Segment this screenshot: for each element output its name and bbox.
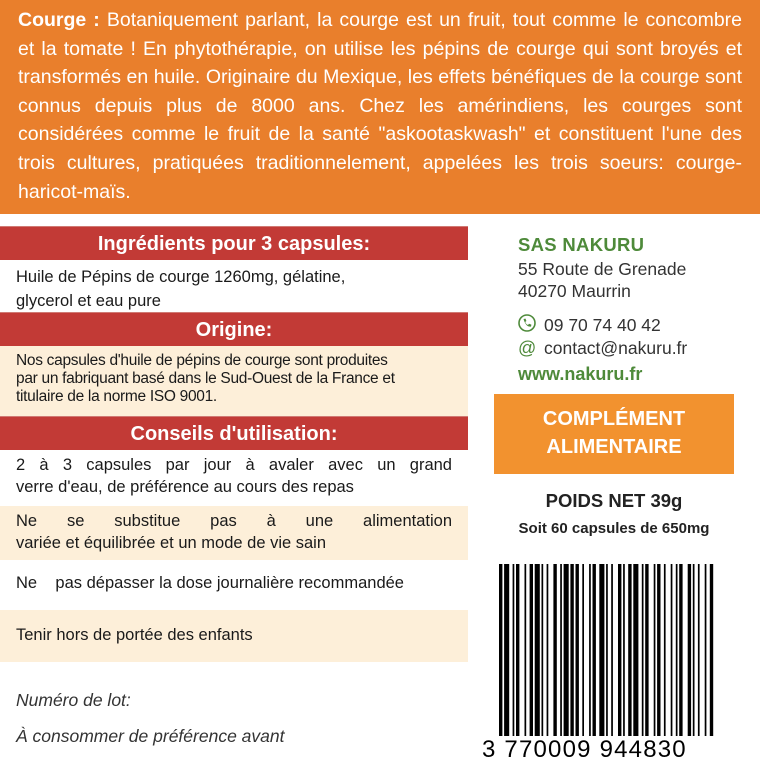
conseils-item-3: Ne pas dépasser la dose journalière recommandée bbox=[16, 574, 404, 592]
conseils-header: Conseils d'utilisation: bbox=[0, 416, 468, 450]
origine-header: Origine: bbox=[0, 312, 468, 346]
barcode-bar bbox=[611, 564, 613, 744]
complement-line-1: COMPLÉMENT bbox=[542, 408, 686, 430]
origine-content bbox=[0, 346, 468, 416]
barcode-bar bbox=[710, 564, 713, 744]
barcode-bar bbox=[671, 564, 673, 744]
ingredients-header: Ingrédients pour 3 capsules: bbox=[0, 226, 468, 260]
barcode-bar bbox=[513, 564, 515, 744]
company-name: SAS NAKURU bbox=[518, 234, 645, 255]
origine-line-1: Nos capsules d'huile de pépins de courge sont produites bbox=[16, 352, 388, 369]
barcode-bar bbox=[564, 564, 569, 744]
intro-label: Courge : bbox=[18, 9, 100, 31]
intro-paragraph bbox=[18, 6, 742, 206]
best-before-label: À consommer de préférence avant bbox=[16, 726, 285, 746]
capsule-count: Soit 60 capsules de 650mg bbox=[518, 520, 710, 537]
origine-line-2: par un fabriquant basé dans le Sud-Ouest de la France et bbox=[16, 370, 395, 387]
barcode-bar bbox=[705, 564, 707, 744]
conseils-item bbox=[0, 560, 468, 610]
barcode-bar bbox=[535, 564, 540, 744]
company-city: 40270 Maurrin bbox=[518, 281, 631, 301]
barcode-bar bbox=[547, 564, 549, 744]
phone-icon bbox=[518, 314, 540, 337]
complement-line-2: ALIMENTAIRE bbox=[546, 436, 682, 458]
barcode-bar bbox=[676, 564, 678, 744]
ingredients-line-1: Huile de Pépins de courge 1260mg, gélatine, bbox=[16, 268, 346, 286]
product-info-column bbox=[0, 226, 468, 662]
company-street: 55 Route de Grenade bbox=[518, 259, 687, 279]
barcode-bar bbox=[593, 564, 596, 744]
barcode-bar bbox=[688, 564, 691, 744]
barcode-bar bbox=[560, 564, 562, 744]
intro-text: Botaniquement parlant, la courge est un fruit, tout comme le concombre et la tomate ! En phytothérapie, on utilise les pépins de courge qui sont broyés et transformés en huile. Originaire du Mexique, les effets bénéfiques de la courge sont connus depuis plus de 8000 ans. Chez les amérindiens, les courges sont considérées comme le fruit de la santé "askootaskwash" et constituent l'une des trois cultures, pratiquées traditionnelement, appelées les trois soeurs: courge-haricot-maïs. bbox=[18, 9, 742, 203]
conseils-item-1-line-2: verre d'eau, de préférence au cours des repas bbox=[16, 478, 354, 496]
barcode-bar bbox=[525, 564, 527, 744]
barcode-bar bbox=[606, 564, 608, 744]
barcode-bar bbox=[582, 564, 584, 744]
website-link[interactable]: www.nakuru.fr bbox=[518, 364, 643, 384]
conseils-item-2-line-1: Ne se substitue pas à une alimentation bbox=[16, 512, 452, 530]
conseils-item-1-line-1: 2 à 3 capsules par jour à avaler avec un grand bbox=[16, 456, 452, 474]
barcode-digits: 3 770009 944830 bbox=[478, 736, 760, 764]
barcode-bar bbox=[530, 564, 533, 744]
conseils-item bbox=[0, 610, 468, 662]
barcode-bar bbox=[504, 564, 509, 744]
barcode-bar bbox=[633, 564, 638, 744]
barcode-bar bbox=[698, 564, 700, 744]
barcode-bar bbox=[642, 564, 644, 744]
complement-alimentaire-badge bbox=[494, 394, 734, 474]
barcode-bar bbox=[576, 564, 579, 744]
origine-line-3: titulaire de la norme ISO 9001. bbox=[16, 388, 217, 405]
barcode-bar bbox=[553, 564, 556, 744]
barcode-bar bbox=[516, 564, 519, 744]
conseils-item-2-line-2: variée et équilibrée et un mode de vie sain bbox=[16, 534, 327, 552]
phone-row bbox=[518, 314, 661, 337]
barcode-bar bbox=[654, 564, 656, 744]
conseils-item-4: Tenir hors de portée des enfants bbox=[16, 626, 253, 644]
barcode-bar bbox=[623, 564, 625, 744]
barcode-bar bbox=[499, 564, 502, 744]
barcode-bar bbox=[570, 564, 573, 744]
barcode-icon bbox=[499, 564, 755, 744]
barcode-bar bbox=[599, 564, 604, 744]
lot-number-label: Numéro de lot: bbox=[16, 690, 131, 710]
barcode-bar bbox=[657, 564, 660, 744]
barcode-bar bbox=[664, 564, 666, 744]
conseils-item bbox=[0, 450, 468, 506]
net-weight: POIDS NET 39g bbox=[545, 490, 683, 511]
conseils-item bbox=[0, 506, 468, 560]
phone-number[interactable]: 09 70 74 40 42 bbox=[544, 315, 661, 335]
ingredients-line-2: glycerol et eau pure bbox=[16, 292, 161, 310]
email-address[interactable]: contact@nakuru.fr bbox=[544, 338, 688, 358]
ingredients-content bbox=[0, 260, 468, 312]
barcode-bar bbox=[542, 564, 544, 744]
email-row bbox=[518, 338, 687, 359]
at-icon: @ bbox=[518, 338, 537, 358]
barcode-bar bbox=[693, 564, 695, 744]
intro-banner bbox=[0, 0, 760, 214]
barcode-bar bbox=[628, 564, 631, 744]
barcode-bar bbox=[679, 564, 682, 744]
barcode-bar bbox=[618, 564, 621, 744]
barcode-bar bbox=[589, 564, 591, 744]
barcode-bar bbox=[645, 564, 648, 744]
